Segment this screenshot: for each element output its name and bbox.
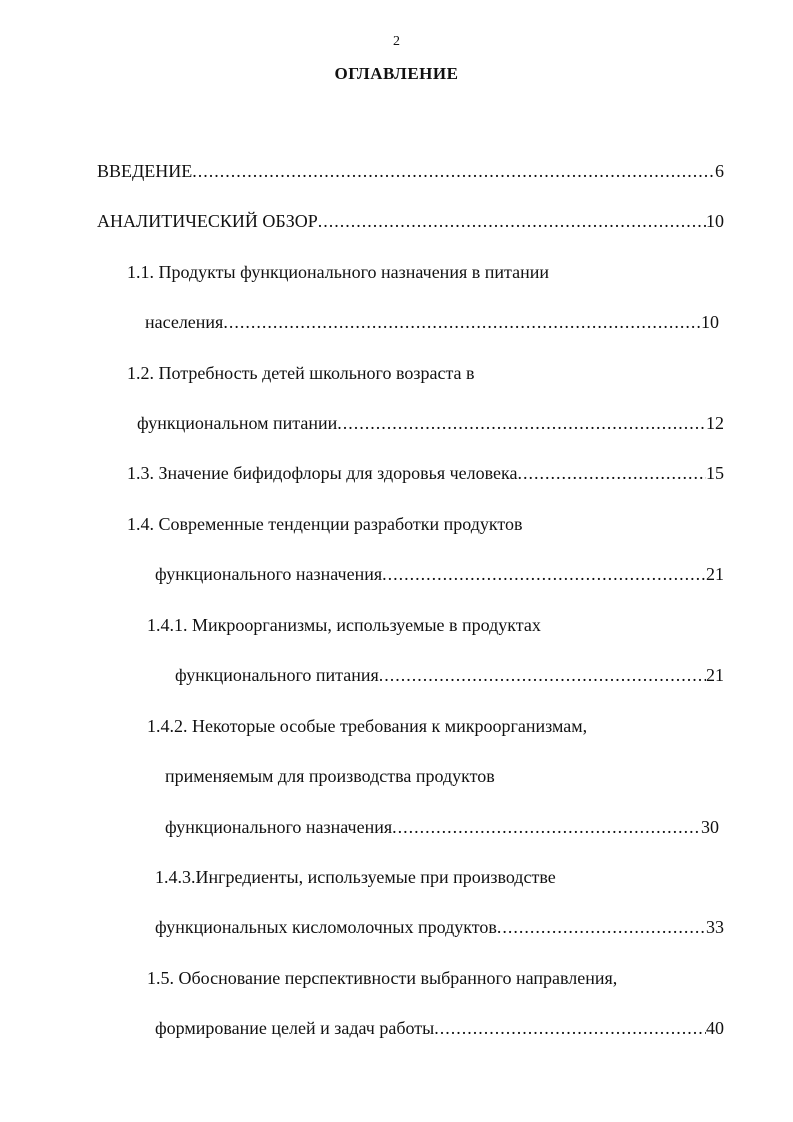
toc-leader-dots (517, 462, 706, 484)
toc-leader-dots (497, 916, 706, 938)
toc-entry-text: АНАЛИТИЧЕСКИЙ ОБЗОР (97, 211, 318, 231)
toc-page-number: 21 (706, 564, 724, 584)
toc-section-1-4-2-title-cont: применяемым для производства продуктов (165, 766, 495, 786)
toc-entry-section-1-4-1 (175, 664, 724, 686)
toc-section-1-4-title: 1.4. Современные тенденции разработки продуктов (127, 514, 523, 534)
page-number: 2 (393, 34, 400, 49)
toc-leader-dots (223, 311, 701, 333)
toc-entry-text: функциональном питании (137, 413, 338, 433)
page-title: ОГЛАВЛЕНИЕ (334, 64, 459, 83)
toc-page-number: 21 (706, 665, 724, 685)
toc-leader-dots (434, 1017, 706, 1039)
toc-leader-dots (382, 563, 706, 585)
toc-page-number: 30 (701, 817, 719, 837)
toc-entry-section-1-4-2 (165, 816, 719, 838)
toc-page-number: 12 (706, 413, 724, 433)
toc-entry-text: функционального назначения (155, 564, 383, 584)
toc-leader-dots (392, 816, 701, 838)
toc-entry-section-1-1 (145, 311, 719, 333)
toc-page-number: 40 (706, 1018, 724, 1038)
toc-page-number: 6 (715, 161, 724, 181)
toc-section-1-4-1-title: 1.4.1. Микроорганизмы, используемые в продуктах (147, 615, 541, 635)
toc-section-1-2-title: 1.2. Потребность детей школьного возраста в (127, 363, 475, 383)
toc-entry-text: функционального назначения (165, 817, 393, 837)
toc-entry-analytical-review (97, 210, 724, 232)
toc-entry-text: населения (145, 312, 224, 332)
toc-entry-text: функциональных кисломолочных продуктов (155, 917, 497, 937)
toc-leader-dots (379, 664, 706, 686)
toc-entry-section-1-3 (127, 462, 724, 484)
toc-page-number: 15 (706, 463, 724, 483)
toc-entry-section-1-4 (155, 563, 724, 585)
toc-leader-dots (337, 412, 706, 434)
toc-entry-text: 1.3. Значение бифидофлоры для здоровья человека (127, 463, 518, 483)
toc-section-1-1-title: 1.1. Продукты функционального назначения в питании (127, 262, 549, 282)
toc-entry-section-1-2 (137, 412, 724, 434)
toc-page-number: 33 (706, 917, 724, 937)
toc-leader-dots (318, 210, 706, 232)
toc-page-number: 10 (706, 211, 724, 231)
toc-page-number: 10 (701, 312, 719, 332)
toc-section-1-4-3-title: 1.4.3.Ингредиенты, используемые при производстве (155, 867, 556, 887)
toc-entry-text: ВВЕДЕНИЕ (97, 161, 193, 181)
toc-entry-introduction (97, 160, 724, 182)
toc-entry-text: формирование целей и задач работы (155, 1018, 435, 1038)
toc-leader-dots (192, 160, 715, 182)
toc-section-1-5-title: 1.5. Обоснование перспективности выбранного направления, (147, 968, 618, 988)
toc-section-1-4-2-title: 1.4.2. Некоторые особые требования к микроорганизмам, (147, 716, 588, 736)
toc-entry-section-1-4-3 (155, 916, 724, 938)
toc-entry-text: функционального питания (175, 665, 379, 685)
toc-entry-section-1-5 (155, 1017, 724, 1039)
